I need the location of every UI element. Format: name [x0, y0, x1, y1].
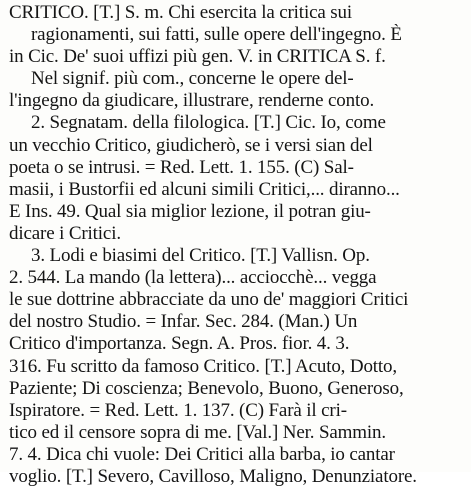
entry-line-7: un vecchio Critico, giudicherò, se i versi sian del: [9, 134, 373, 156]
entry-line-10: E Ins. 49. Qual sia miglior lezione, il potran giu-: [9, 200, 371, 222]
entry-line-6: 2. Segnatam. della filologica. [T.] Cic. Io, come: [31, 112, 386, 134]
entry-line-5: l'ingegno da giudicare, illustrare, renderne conto.: [9, 90, 375, 112]
entry-line-15: del nostro Studio. = Infar. Sec. 284. (Man.) Un: [9, 311, 358, 333]
entry-line-2: ragionamenti, sui fatti, sulle opere dell'ingegno. È: [31, 24, 402, 46]
entry-line-8: poeta o se intrusi. = Red. Lett. 1. 155. (C) Sal-: [9, 156, 354, 178]
entry-line-21: 7. 4. Dica chi vuole: Dei Critici alla barba, io cantar: [9, 443, 395, 465]
entry-line-12: 3. Lodi e biasimi del Critico. [T.] Vallisn. Op.: [31, 245, 370, 267]
dictionary-entry-critico: [9, 2, 465, 488]
entry-line-18: Paziente; Di coscienza; Benevolo, Buono, Generoso,: [9, 377, 404, 399]
entry-line-3: in Cic. De' suoi uffizi più gen. V. in CRITICA S. f.: [9, 46, 386, 68]
entry-line-16: Critico d'importanza. Segn. A. Pros. fior. 4. 3.: [9, 333, 350, 355]
entry-line-9: masii, i Bustorfii ed alcuni simili Critici,... diranno...: [9, 178, 400, 200]
entry-line-11: dicare i Critici.: [9, 222, 121, 244]
entry-line-22: voglio. [T.] Severo, Cavilloso, Maligno, Denunziatore.: [9, 465, 417, 487]
entry-line-20: tico ed il censore sopra di me. [Val.] Ner. Sammin.: [9, 421, 386, 443]
entry-line-13: 2. 544. La mando (la lettera)... acciocchè... vegga: [9, 267, 377, 289]
entry-line-19: Ispiratore. = Red. Lett. 1. 137. (C) Farà il cri-: [9, 399, 347, 421]
entry-line-1: CRITICO. [T.] S. m. Chi esercita la critica sui: [9, 2, 352, 23]
entry-line-4: Nel signif. più com., concerne le opere del-: [31, 68, 354, 90]
entry-line-14: le sue dottrine abbracciate da uno de' maggiori Critici: [9, 289, 409, 311]
entry-line-17: 316. Fu scritto da famoso Critico. [T.] Acuto, Dotto,: [9, 355, 398, 377]
